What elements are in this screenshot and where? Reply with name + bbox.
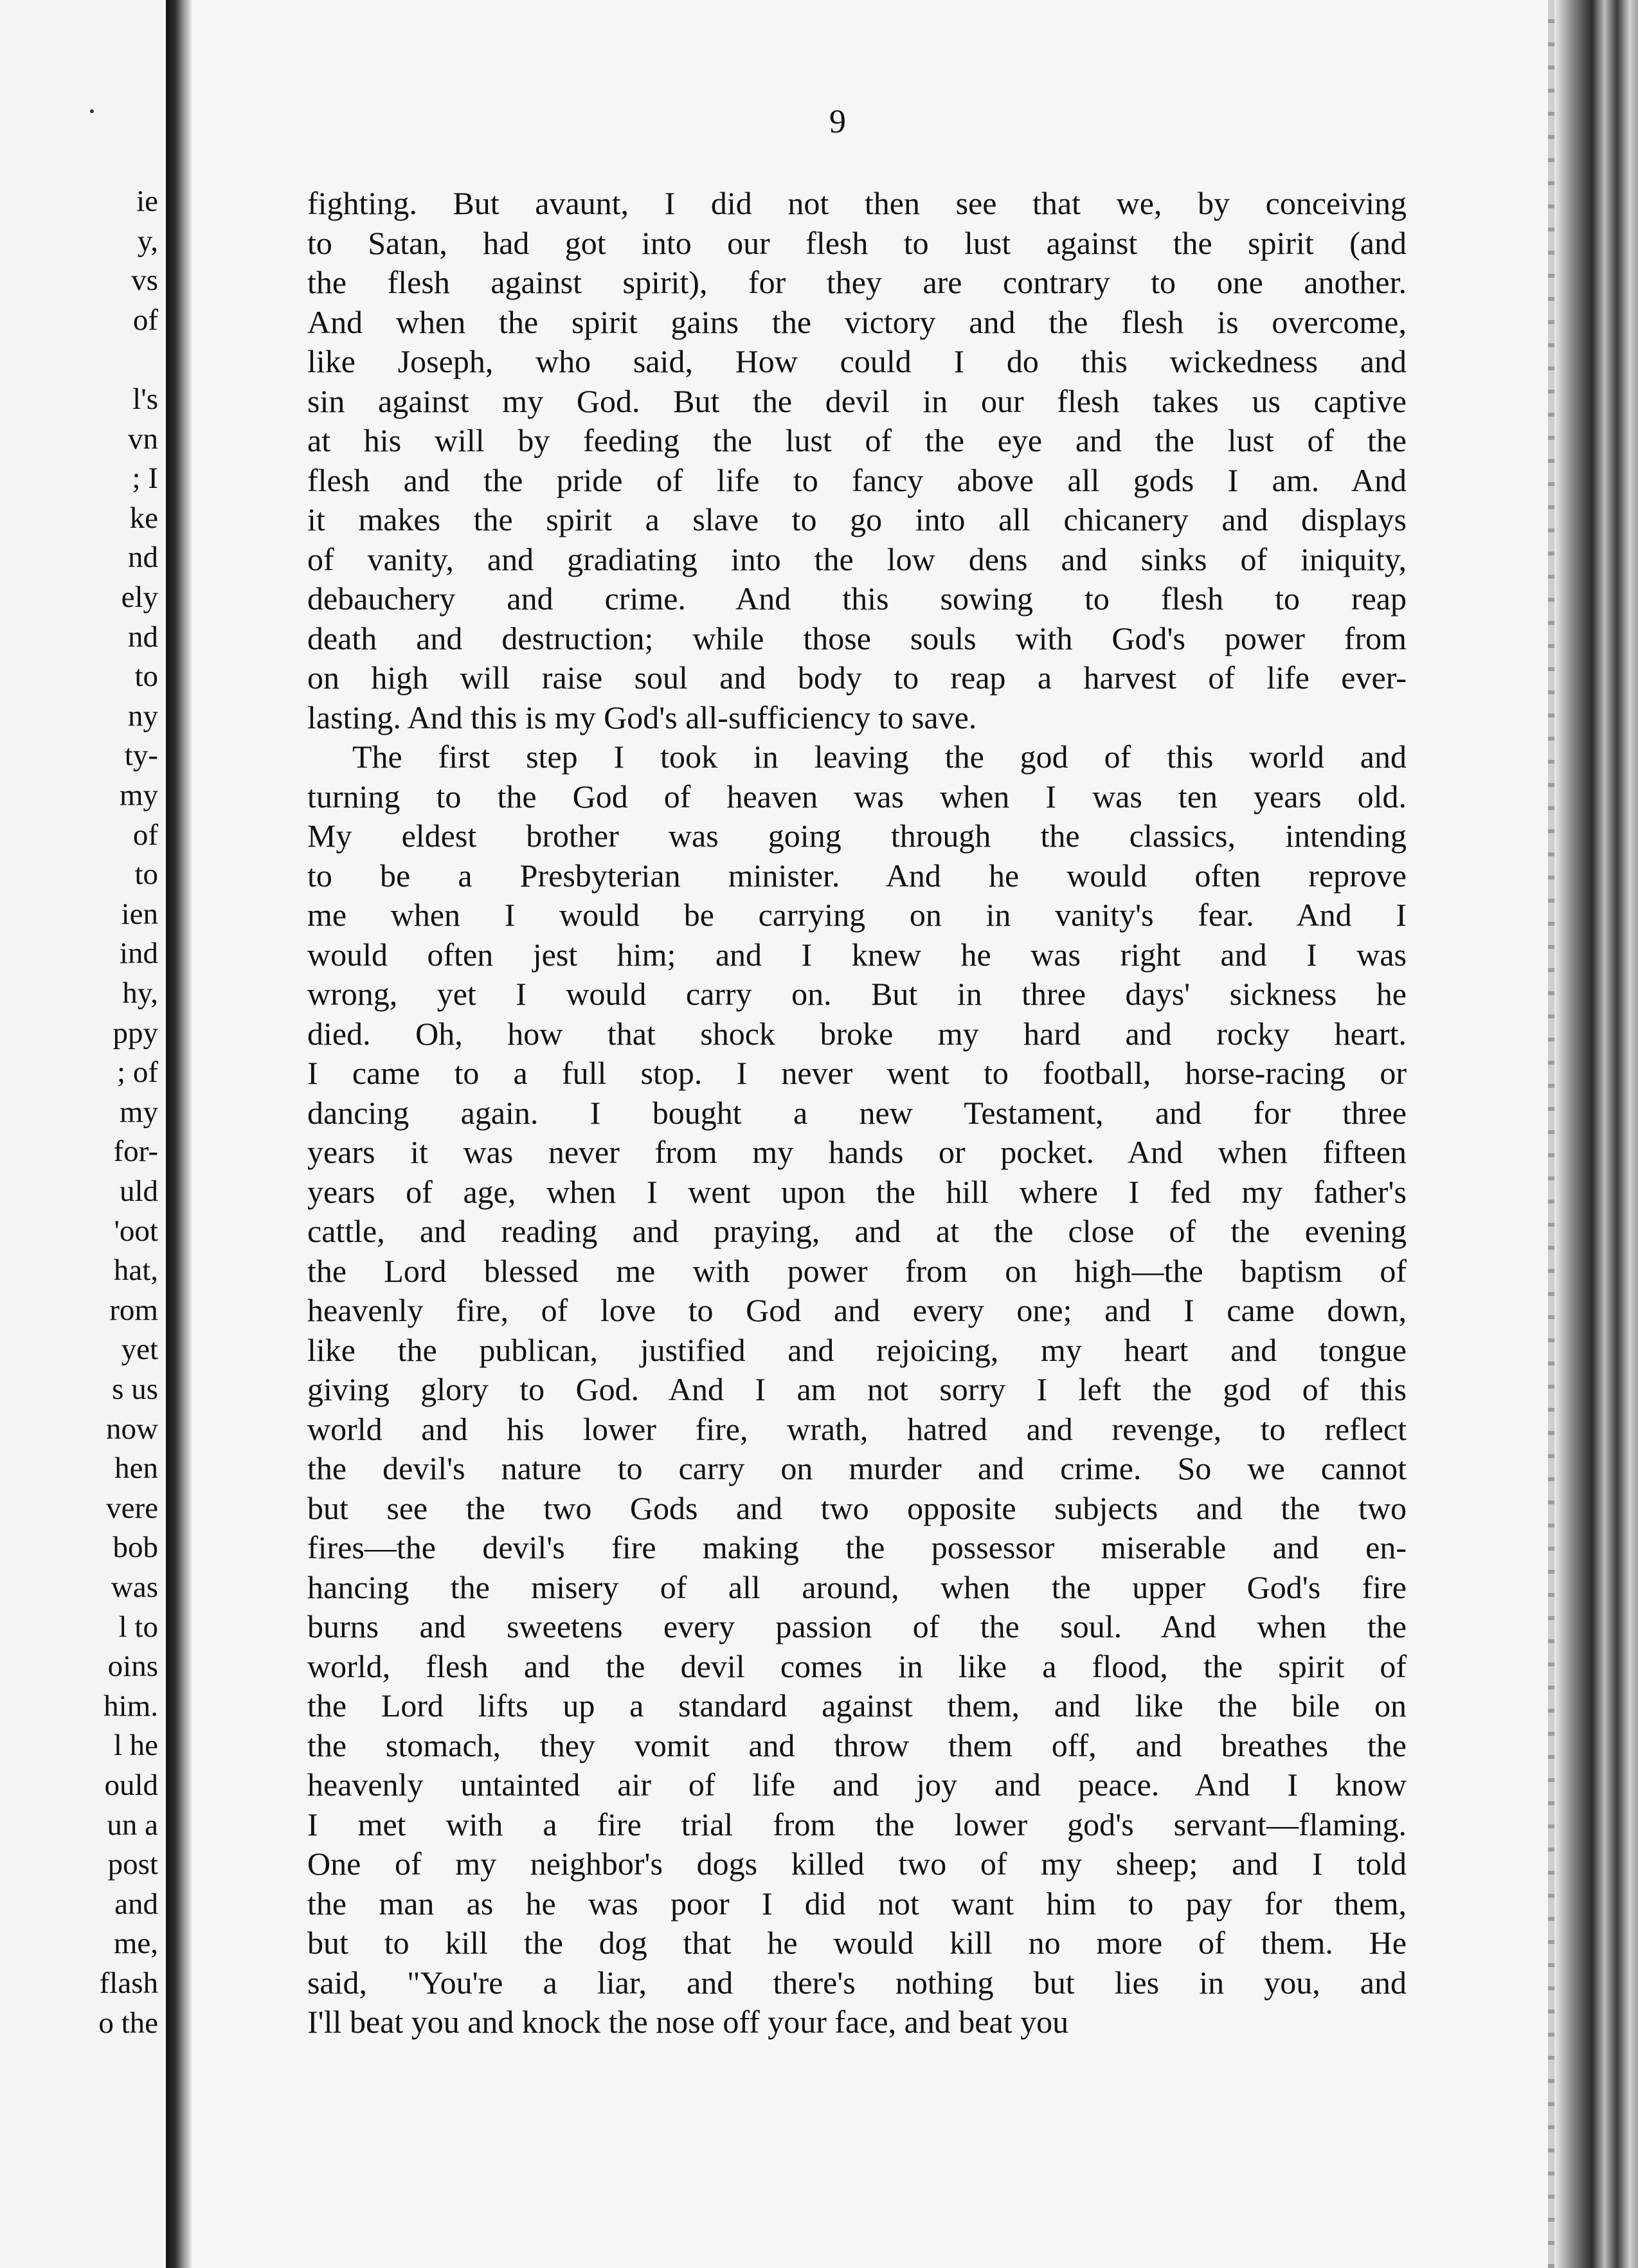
left-page-fragment: ppy: [113, 1016, 158, 1050]
text-line: I'll beat you and knock the nose off your face, and beat you: [307, 2004, 1069, 2040]
left-page-fragment: my: [119, 779, 158, 812]
left-page-fragment: now: [106, 1412, 158, 1446]
text-line: the stomach, they vomit and throw them off, and breathes the: [307, 1727, 1407, 1763]
text-line: One of my neighbor's dogs killed two of my sheep; and I told: [307, 1846, 1407, 1882]
text-line: like the publican, justified and rejoicing, my heart and tongue: [307, 1331, 1407, 1368]
left-page-fragment: nd: [128, 541, 158, 575]
left-page-fragment: hen: [114, 1452, 158, 1486]
left-page-fragment: vs: [131, 264, 158, 298]
text-line: heavenly untainted air of life and joy and peace. And I know: [307, 1767, 1407, 1803]
text-line: the devil's nature to carry on murder and crime. So we cannot: [307, 1450, 1407, 1486]
text-line: to be a Presbyterian minister. And he would often reprove: [307, 857, 1407, 894]
left-page-fragment: hat,: [113, 1254, 158, 1288]
text-line: debauchery and crime. And this sowing to flesh to reap: [307, 580, 1407, 616]
left-page-fragment: bob: [113, 1531, 158, 1565]
text-line: dancing again. I bought a new Testament, and for three: [307, 1094, 1407, 1131]
left-page-fragment: ould: [104, 1769, 158, 1802]
speck-mark: [90, 109, 94, 113]
text-line: fires—the devil's fire making the possessor miserable and en-: [307, 1529, 1407, 1565]
left-page-fragment: me,: [113, 1927, 158, 1961]
text-line: of vanity, and gradiating into the low dens and sinks of iniquity,: [307, 541, 1407, 577]
left-page-fragment: 'oot: [114, 1214, 158, 1248]
left-page-fragment: to: [134, 660, 158, 694]
text-line: years of age, when I went upon the hill where I fed my father's: [307, 1173, 1407, 1210]
left-page-fragment: vn: [128, 422, 158, 456]
left-page-fragment: l to: [118, 1610, 158, 1644]
left-page-fragment: ; of: [117, 1056, 158, 1090]
text-line: said, "You're a liar, and there's nothing but lies in you, and: [307, 1964, 1407, 2001]
text-line: would often jest him; and I knew he was right and I was: [307, 936, 1407, 973]
left-page-fragment: o the: [98, 2006, 158, 2040]
text-line: flesh and the pride of life to fancy above all gods I am. And: [307, 462, 1407, 498]
left-page-fragment: was: [111, 1571, 158, 1604]
body-text: [307, 184, 1407, 2042]
text-line: but see the two Gods and two opposite subjects and the two: [307, 1490, 1407, 1526]
text-line: I came to a full stop. I never went to football, horse-racing or: [307, 1055, 1407, 1091]
left-page-fragment: my: [119, 1095, 158, 1129]
left-page-fragment: to: [134, 858, 158, 892]
text-line: the flesh against spirit), for they are contrary to one another.: [307, 264, 1407, 300]
left-page-fragment: post: [107, 1848, 158, 1882]
text-line: at his will by feeding the lust of the eye and the lust of the: [307, 422, 1407, 458]
left-page-fragment: of: [132, 818, 158, 852]
left-page-fragment: oins: [107, 1650, 158, 1684]
page-number: 9: [829, 104, 846, 140]
text-line: heavenly fire, of love to God and every one; and I came down,: [307, 1292, 1407, 1328]
left-page-fragment: for-: [113, 1135, 158, 1169]
text-line: me when I would be carrying on in vanity's fear. And I: [307, 897, 1407, 933]
text-line: world, flesh and the devil comes in like a flood, the spirit of: [307, 1648, 1407, 1684]
left-page-fragment: flash: [99, 1967, 158, 2000]
text-line: years it was never from my hands or pocket. And when fifteen: [307, 1134, 1407, 1170]
left-page-fragment: ny: [128, 699, 158, 733]
left-page-fragment: and: [114, 1887, 158, 1921]
text-line: I met with a fire trial from the lower god's servant—flaming.: [307, 1806, 1407, 1842]
text-line: fighting. But avaunt, I did not then see that we, by conceiving: [307, 185, 1407, 221]
text-line: turning to the God of heaven was when I was ten years old.: [307, 778, 1407, 815]
left-page-fragment: ie: [136, 184, 158, 218]
text-line: And when the spirit gains the victory and the flesh is overcome,: [307, 303, 1407, 340]
left-page-fragment: ely: [121, 580, 158, 614]
text-line: cattle, and reading and praying, and at the close of the evening: [307, 1213, 1407, 1249]
text-line: like Joseph, who said, How could I do this wickedness and: [307, 343, 1407, 379]
left-facing-page: [0, 0, 166, 2268]
left-page-fragment: uld: [119, 1174, 158, 1208]
book-gutter: [166, 0, 192, 2268]
left-page-fragment: l he: [113, 1729, 158, 1763]
text-line: The first step I took in leaving the god of this world and: [352, 739, 1407, 775]
left-page-fragment: yet: [121, 1333, 158, 1367]
text-line: the Lord lifts up a standard against them, and like the bile on: [307, 1688, 1407, 1724]
book-right-edge: [1554, 0, 1638, 2268]
text-line: wrong, yet I would carry on. But in three days' sickness he: [307, 976, 1407, 1012]
left-page-fragment: ty-: [124, 739, 158, 773]
left-page-fragment: ien: [121, 897, 158, 931]
text-line: burns and sweetens every passion of the soul. And when the: [307, 1608, 1407, 1644]
left-page-fragment: ke: [129, 501, 158, 535]
left-page-fragment: him.: [104, 1689, 158, 1723]
left-page-fragment: vere: [106, 1491, 158, 1525]
left-page-fragment: of: [132, 303, 158, 337]
text-line: but to kill the dog that he would kill no more of them. He: [307, 1925, 1407, 1961]
left-page-fragment: l's: [132, 382, 158, 416]
text-line: world and his lower fire, wrath, hatred and revenge, to reflect: [307, 1410, 1407, 1447]
left-page-fragment: hy,: [122, 977, 158, 1010]
left-page-fragment: ; I: [132, 462, 158, 496]
left-page-fragment: s us: [112, 1372, 158, 1406]
left-page-fragment: un a: [107, 1808, 158, 1842]
text-line: it makes the spirit a slave to go into all chicanery and displays: [307, 501, 1407, 537]
left-page-fragment: rom: [109, 1293, 158, 1327]
text-line: to Satan, had got into our flesh to lust against the spirit (and: [307, 224, 1407, 261]
text-line: the Lord blessed me with power from on high—the baptism of: [307, 1252, 1407, 1289]
left-page-fragment: ind: [119, 937, 158, 971]
text-line: hancing the misery of all around, when the upper God's fire: [307, 1569, 1407, 1605]
text-line: lasting. And this is my God's all-sufficiency to save.: [307, 699, 977, 735]
left-page-fragment: y,: [137, 224, 158, 258]
left-page-fragment: nd: [128, 620, 158, 654]
text-line: My eldest brother was going through the classics, intending: [307, 818, 1407, 854]
text-line: died. Oh, how that shock broke my hard and rocky heart.: [307, 1015, 1407, 1052]
text-line: sin against my God. But the devil in our flesh takes us captive: [307, 382, 1407, 419]
text-line: giving glory to God. And I am not sorry I left the god of this: [307, 1371, 1407, 1407]
text-line: on high will raise soul and body to reap a harvest of life ever-: [307, 660, 1407, 696]
text-line: the man as he was poor I did not want him to pay for them,: [307, 1885, 1407, 1922]
text-line: death and destruction; while those souls with God's power from: [307, 620, 1407, 656]
